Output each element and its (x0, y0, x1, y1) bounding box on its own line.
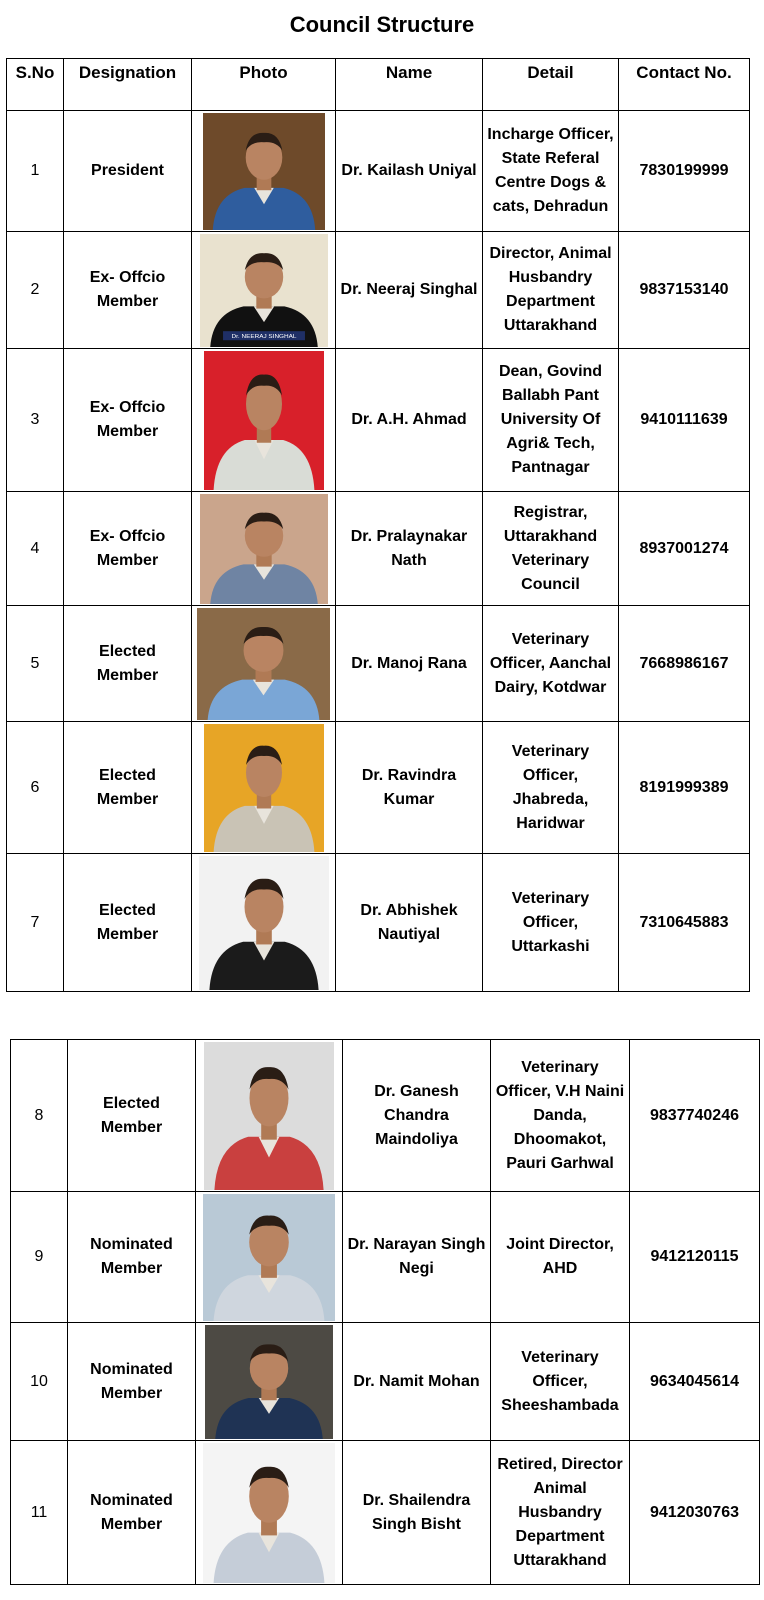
detail-cell: Veterinary Officer, Sheeshambada (491, 1323, 630, 1441)
header-photo: Photo (192, 59, 336, 111)
header-detail: Detail (483, 59, 619, 111)
name-cell: Dr. Abhishek Nautiyal (336, 854, 483, 992)
designation-cell: Nominated Member (68, 1323, 196, 1441)
photo-cell (196, 1441, 343, 1585)
photo-cell (196, 1040, 343, 1192)
designation-cell: Elected Member (64, 722, 192, 854)
member-photo (204, 351, 324, 490)
member-photo (199, 856, 329, 990)
photo-cell (192, 349, 336, 492)
table-row (7, 492, 750, 606)
designation-cell: Nominated Member (68, 1192, 196, 1323)
detail-cell: Joint Director, AHD (491, 1192, 630, 1323)
member-photo (200, 234, 328, 347)
detail-cell: Dean, Govind Ballabh Pant University Of Agri& Tech, Pantnagar (483, 349, 619, 492)
designation-cell: Elected Member (68, 1040, 196, 1192)
member-photo (203, 1194, 335, 1321)
contact-cell: 9837153140 (619, 232, 750, 349)
table-row (11, 1323, 760, 1441)
header-designation: Designation (64, 59, 192, 111)
contact-cell: 7668986167 (619, 606, 750, 722)
detail-cell: Incharge Officer, State Referal Centre Dogs & cats, Dehradun (483, 111, 619, 232)
detail-cell: Veterinary Officer, Jhabreda, Haridwar (483, 722, 619, 854)
serial-number-cell: 2 (7, 232, 64, 349)
header-name: Name (336, 59, 483, 111)
photo-cell (196, 1192, 343, 1323)
detail-cell: Retired, Director Animal Husbandry Department Uttarakhand (491, 1441, 630, 1585)
contact-cell: 9410111639 (619, 349, 750, 492)
table-row (7, 111, 750, 232)
name-cell: Dr. Pralaynakar Nath (336, 492, 483, 606)
member-photo (204, 1042, 334, 1190)
photo-cell (192, 111, 336, 232)
table-row (11, 1441, 760, 1585)
contact-cell: 8937001274 (619, 492, 750, 606)
photo-caption: Dr. NEERAJ SINGHAL (231, 333, 296, 340)
serial-number-cell: 5 (7, 606, 64, 722)
contact-cell: 8191999389 (619, 722, 750, 854)
member-photo (197, 608, 330, 720)
contact-cell: 7310645883 (619, 854, 750, 992)
contact-cell: 9412030763 (630, 1441, 760, 1585)
contact-cell: 9412120115 (630, 1192, 760, 1323)
name-cell: Dr. Ravindra Kumar (336, 722, 483, 854)
serial-number-cell: 10 (11, 1323, 68, 1441)
name-cell: Dr. Shailendra Singh Bisht (343, 1441, 491, 1585)
photo-cell (192, 606, 336, 722)
serial-number-cell: 9 (11, 1192, 68, 1323)
serial-number-cell: 8 (11, 1040, 68, 1192)
designation-cell: Elected Member (64, 854, 192, 992)
detail-cell: Veterinary Officer, Uttarkashi (483, 854, 619, 992)
photo-cell (192, 232, 336, 349)
detail-cell: Veterinary Officer, V.H Naini Danda, Dhoomakot, Pauri Garhwal (491, 1040, 630, 1192)
table-row (7, 349, 750, 492)
member-photo (204, 724, 324, 852)
table-row (7, 854, 750, 992)
name-cell: Dr. A.H. Ahmad (336, 349, 483, 492)
member-photo (205, 1325, 333, 1439)
photo-cell (196, 1323, 343, 1441)
table-row (7, 606, 750, 722)
contact-cell: 9634045614 (630, 1323, 760, 1441)
designation-cell: Elected Member (64, 606, 192, 722)
contact-cell: 7830199999 (619, 111, 750, 232)
photo-cell (192, 492, 336, 606)
table-header-row (7, 59, 750, 111)
member-photo (203, 113, 325, 230)
table-row (7, 722, 750, 854)
detail-cell: Veterinary Officer, Aanchal Dairy, Kotdwar (483, 606, 619, 722)
header-contact: Contact No. (619, 59, 750, 111)
detail-cell: Registrar, Uttarakhand Veterinary Council (483, 492, 619, 606)
council-table-2 (10, 1039, 760, 1585)
designation-cell: President (64, 111, 192, 232)
serial-number-cell: 11 (11, 1441, 68, 1585)
serial-number-cell: 4 (7, 492, 64, 606)
table-row (7, 232, 750, 349)
table-row (11, 1040, 760, 1192)
council-table-1 (6, 58, 750, 992)
designation-cell: Ex- Offcio Member (64, 492, 192, 606)
member-photo (200, 494, 328, 604)
name-cell: Dr. Ganesh Chandra Maindoliya (343, 1040, 491, 1192)
designation-cell: Ex- Offcio Member (64, 232, 192, 349)
name-cell: Dr. Manoj Rana (336, 606, 483, 722)
serial-number-cell: 1 (7, 111, 64, 232)
header-sno: S.No (7, 59, 64, 111)
serial-number-cell: 6 (7, 722, 64, 854)
designation-cell: Nominated Member (68, 1441, 196, 1585)
photo-cell (192, 722, 336, 854)
detail-cell: Director, Animal Husbandry Department Uttarakhand (483, 232, 619, 349)
designation-cell: Ex- Offcio Member (64, 349, 192, 492)
page-title: Council Structure (289, 12, 475, 37)
serial-number-cell: 3 (7, 349, 64, 492)
contact-cell: 9837740246 (630, 1040, 760, 1192)
serial-number-cell: 7 (7, 854, 64, 992)
name-cell: Dr. Narayan Singh Negi (343, 1192, 491, 1323)
name-cell: Dr. Kailash Uniyal (336, 111, 483, 232)
photo-cell (192, 854, 336, 992)
name-cell: Dr. Namit Mohan (343, 1323, 491, 1441)
table-row (11, 1192, 760, 1323)
member-photo (203, 1443, 335, 1583)
name-cell: Dr. Neeraj Singhal (336, 232, 483, 349)
